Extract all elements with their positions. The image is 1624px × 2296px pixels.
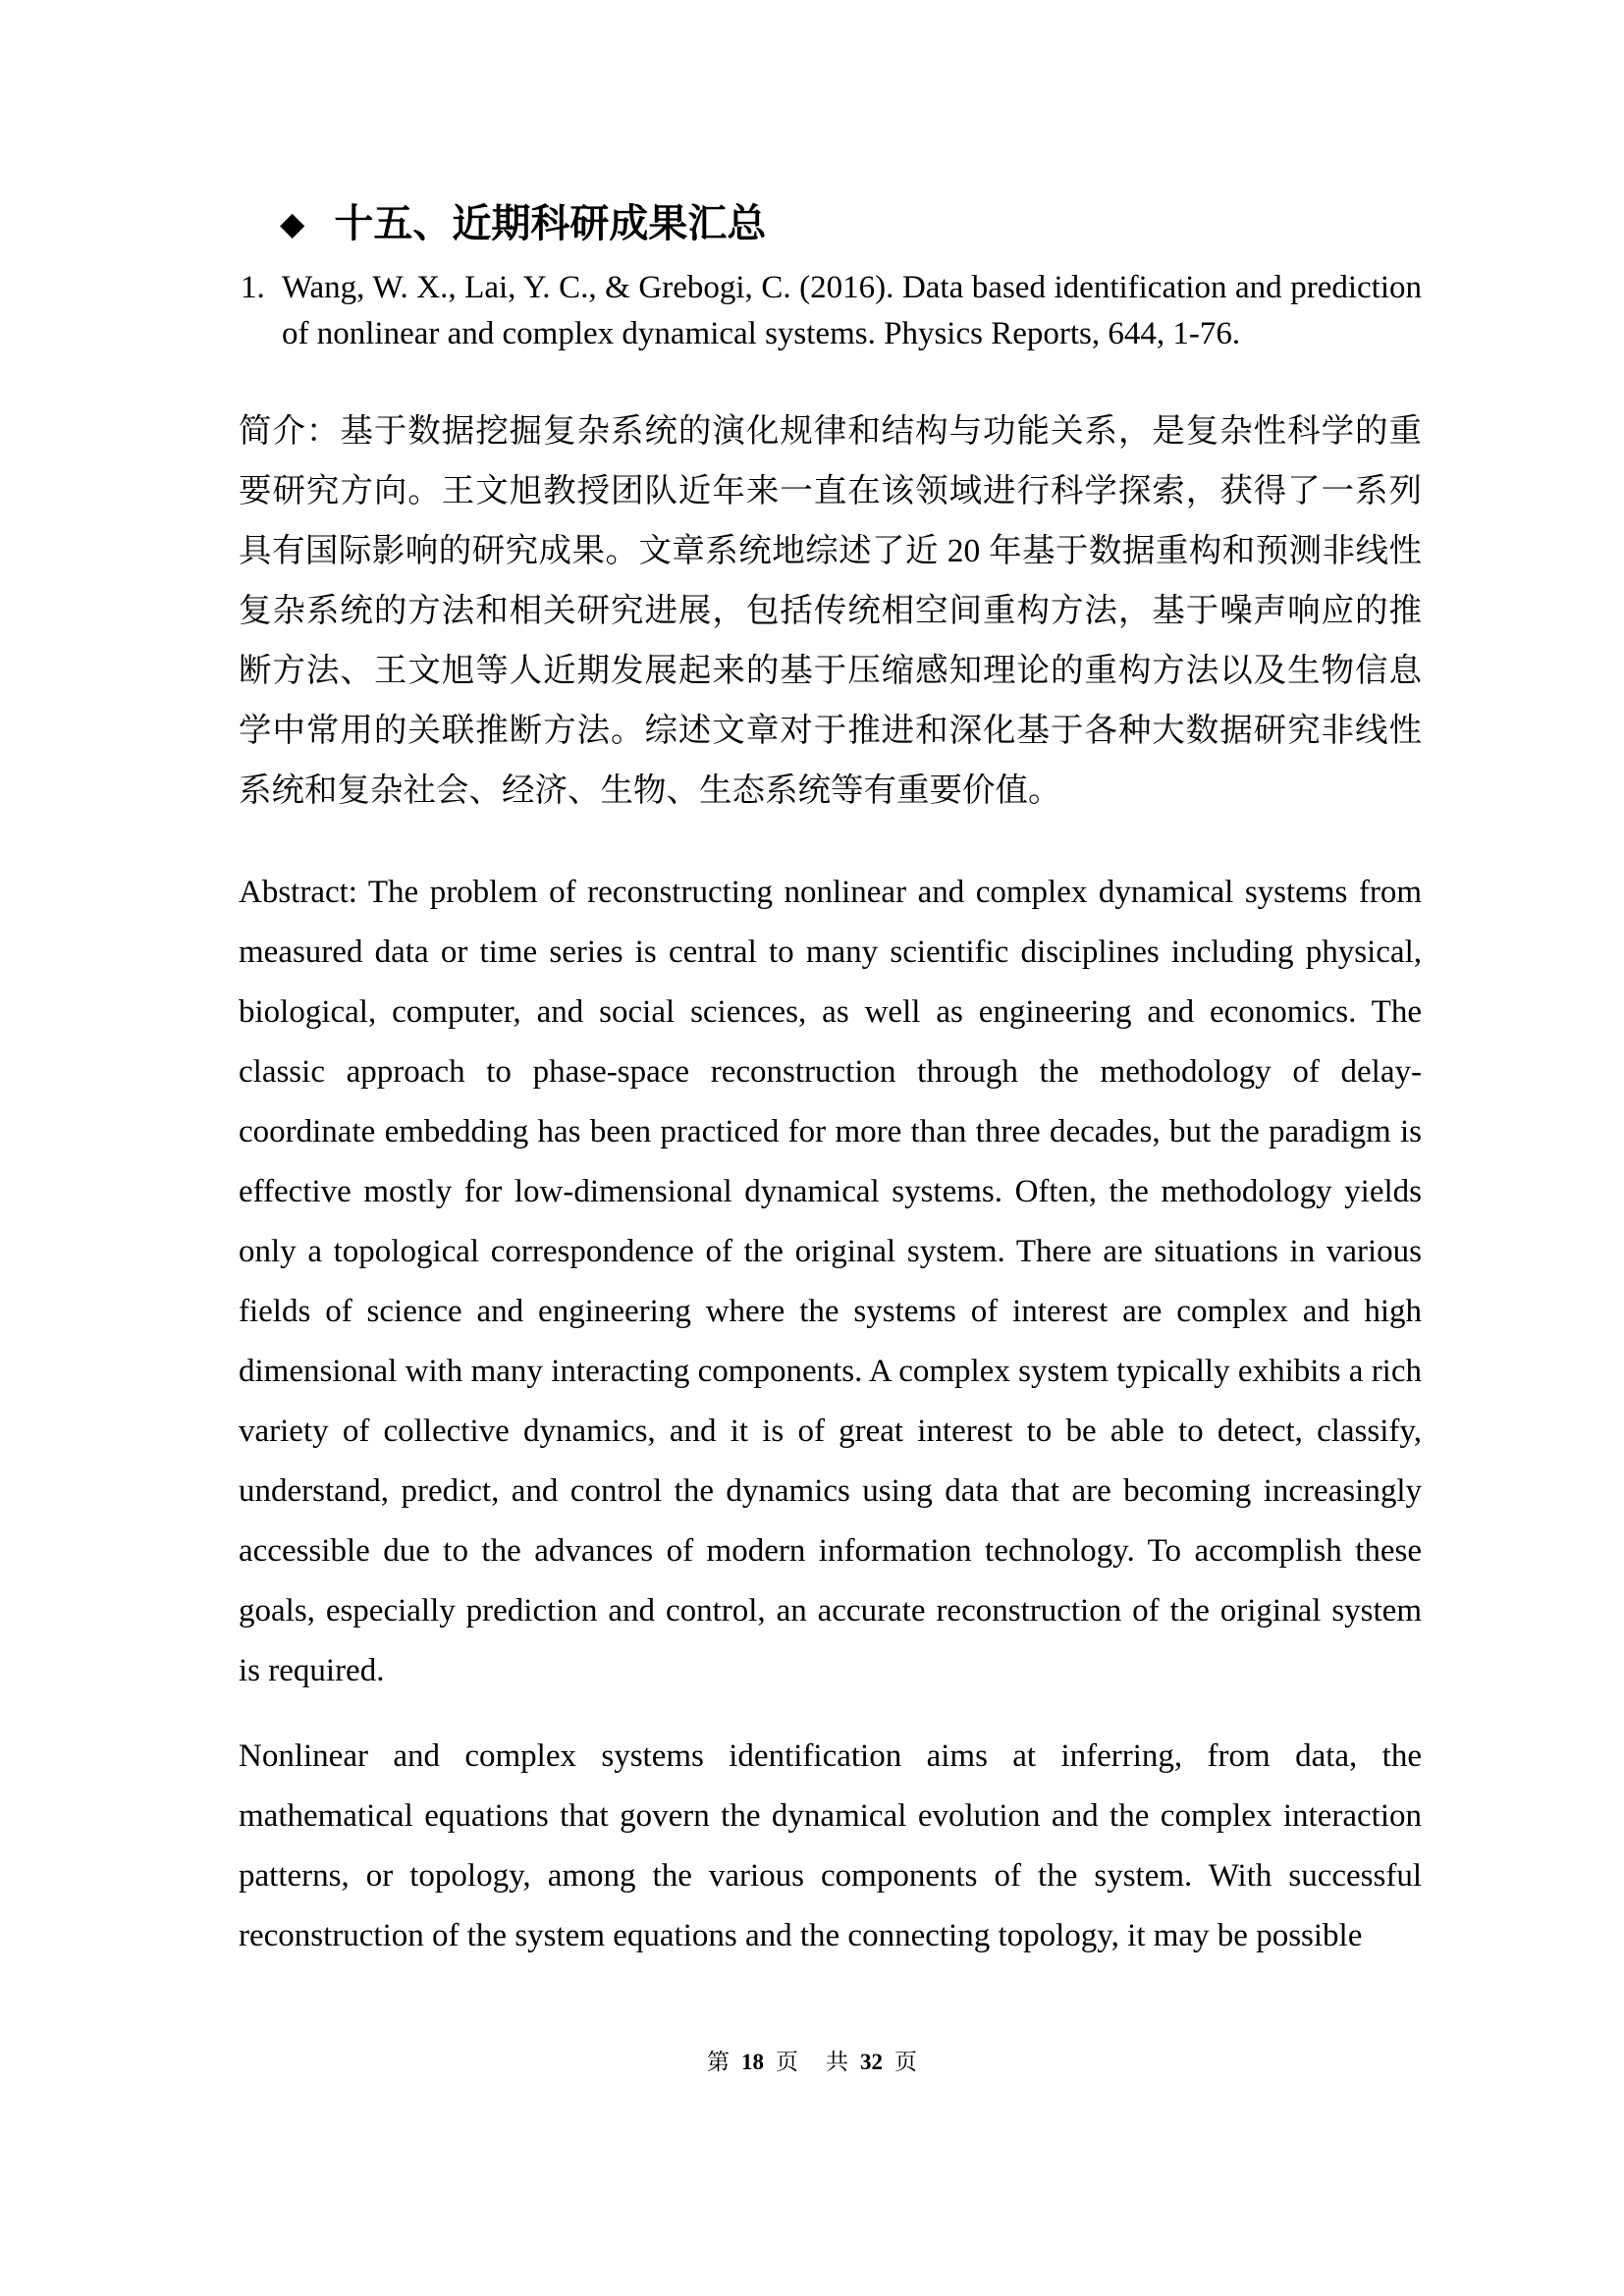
footer-total-number: 32 <box>860 2050 883 2074</box>
footer-page-label: 页 <box>776 2050 798 2074</box>
intro-paragraph-zh: 简介：基于数据挖掘复杂系统的演化规律和结构与功能关系，是复杂性科学的重要研究方向。王文旭教授团队近年来一直在该领域进行科学探索，获得了一系列具有国际影响的研究成果。文章系统地综述了近 20 年基于数据重构和预测非线性复杂系统的方法和相关研究进展，包括传统相空间重构方法，基于噪声响应的推断方法、王文旭等人近期发展起来的基于压缩感知理论的重构方法以及生物信息学中常用的关联推断方法。综述文章对于推进和深化基于各种大数据研究非线性系统和复杂社会、经济、生物、生态系统等有重要价值。 <box>239 413 1422 809</box>
diamond-bullet-icon: ◆ <box>280 204 305 242</box>
reference-item <box>239 265 1422 357</box>
footer-total-prefix: 共 <box>826 2050 848 2074</box>
reference-number: 1. <box>241 270 265 305</box>
section-heading-title: 十五、近期科研成果汇总 <box>334 201 767 245</box>
body-paragraph-en: Nonlinear and complex systems identification aims at inferring, from data, the mathematical equations that govern the dynamical evolution and the complex interaction patterns, or topology, among the various components of the system. With successful reconstruction of the system equations and the connecting topology, it may be possible <box>239 1738 1422 1953</box>
page-footer <box>0 2048 1624 2077</box>
footer-total-label: 页 <box>894 2050 917 2074</box>
section-heading <box>280 202 1422 245</box>
footer-page-prefix: 第 <box>707 2050 730 2074</box>
abstract-paragraph-en: Abstract: The problem of reconstructing nonlinear and complex dynamical systems from measured data or time series is central to many scientific disciplines including physical, biological, computer, and social sciences, as well as engineering and economics. The classic approach to phase-space reconstruction through the methodology of delay-coordinate embedding has been practiced for more than three decades, but the paradigm is effective mostly for low-dimensional dynamical systems. Often, the methodology yields only a topological correspondence of the original system. There are situations in various fields of science and engineering where the systems of interest are complex and high dimensional with many interacting components. A complex system typically exhibits a rich variety of collective dynamics, and it is of great interest to be able to detect, classify, understand, predict, and control the dynamics using data that are becoming increasingly accessible due to the advances of modern information technology. To accomplish these goals, especially prediction and control, an accurate reconstruction of the original system is required. <box>239 875 1422 1688</box>
page-content <box>239 0 1422 1966</box>
footer-page-number: 18 <box>741 2050 764 2074</box>
reference-text: Wang, W. X., Lai, Y. C., & Grebogi, C. (2016). Data based identification and prediction of nonlinear and complex dynamical systems. Physics Reports, 644, 1-76. <box>282 270 1422 351</box>
